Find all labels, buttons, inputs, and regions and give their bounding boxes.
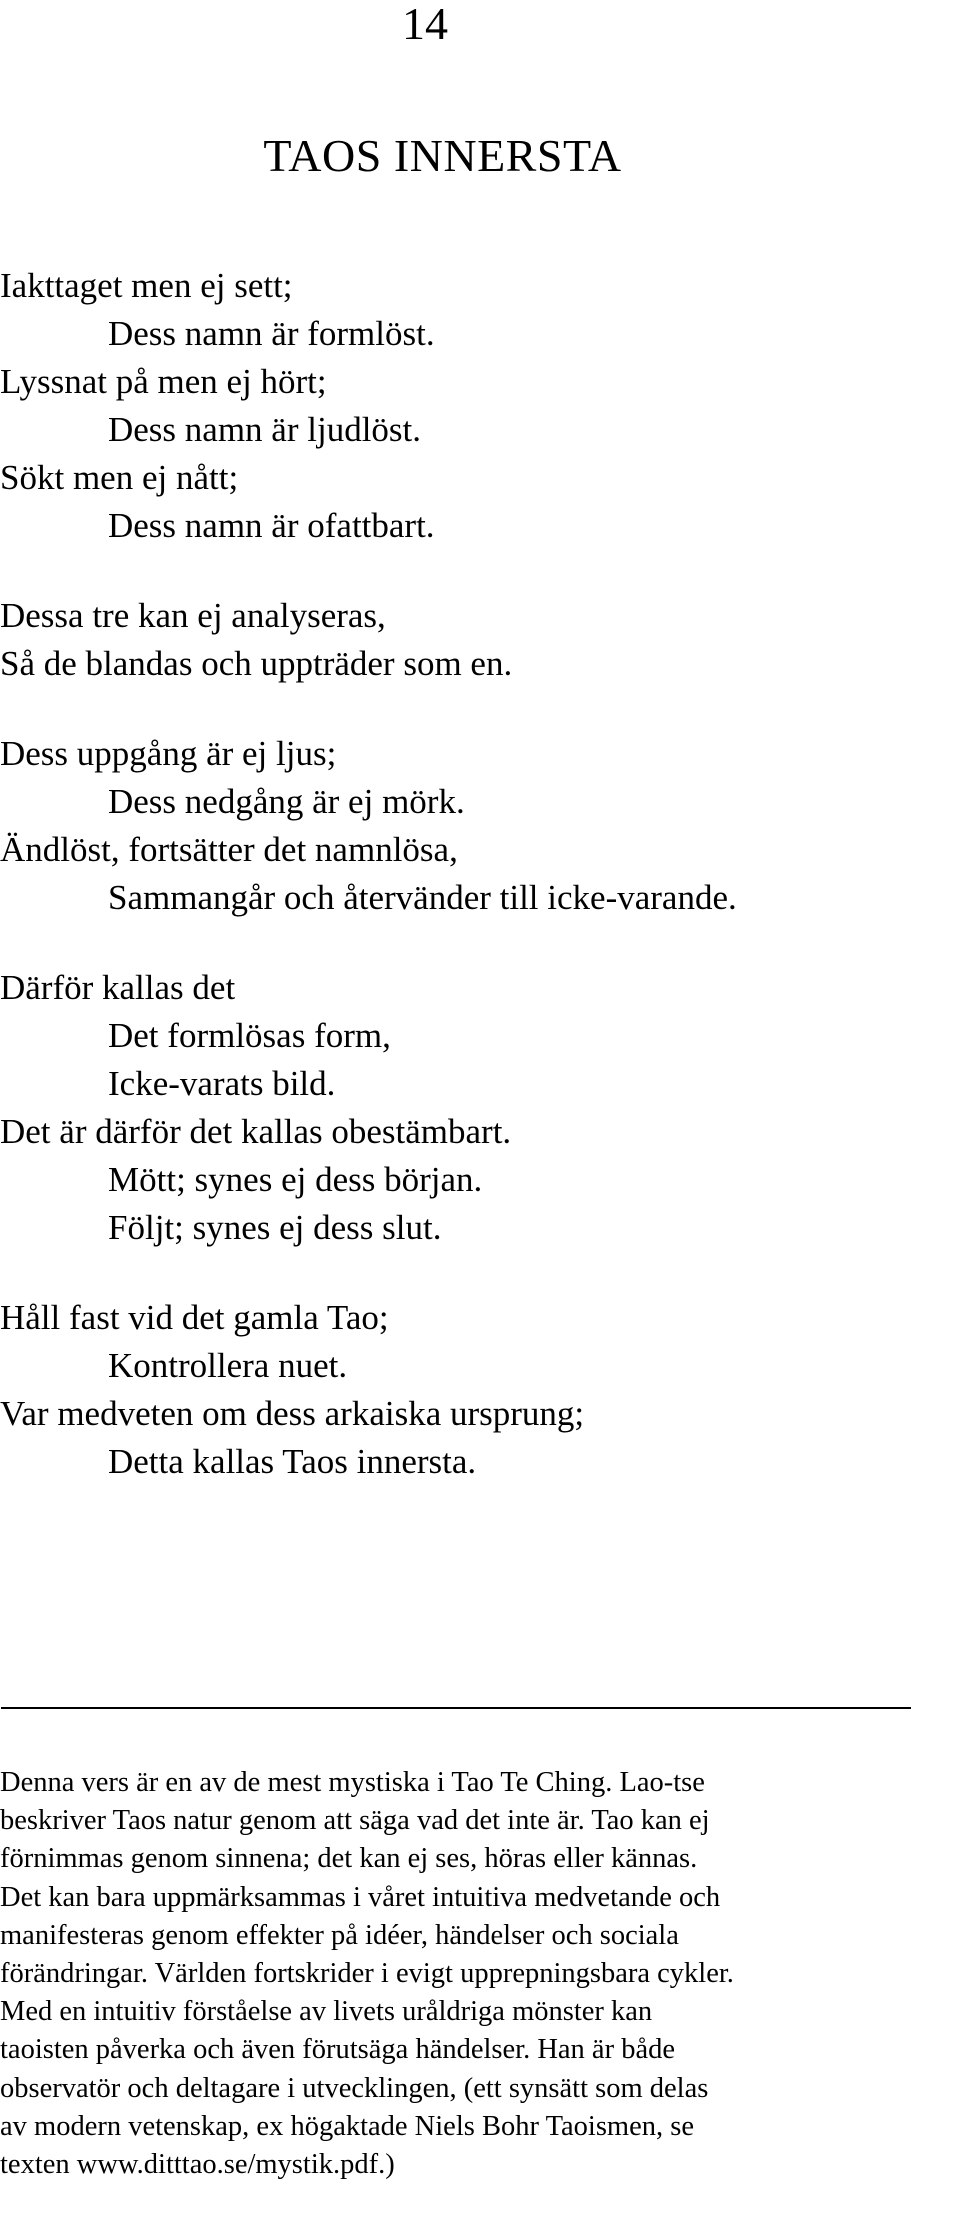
poem-line: Detta kallas Taos innersta.: [108, 1442, 477, 1481]
footnote-line: texten www.ditttao.se/mystik.pdf.): [0, 2148, 395, 2180]
footnote-line: beskriver Taos natur genom att säga vad det inte är. Tao kan ej: [0, 1805, 710, 1837]
footnote-line: förnimmas genom sinnena; det kan ej ses, höras eller kännas.: [0, 1843, 698, 1875]
poem-line: Dessa tre kan ej analyseras,: [0, 596, 386, 635]
footnote-line: observatör och deltagare i utvecklingen, (ett synsätt som delas: [0, 2072, 709, 2104]
poem-line: Ändlöst, fortsätter det namnlösa,: [0, 830, 458, 869]
poem-line: Håll fast vid det gamla Tao;: [0, 1298, 389, 1337]
poem-line: Dess namn är ofattbart.: [108, 506, 435, 545]
poem-line: Kontrollera nuet.: [108, 1346, 348, 1385]
poem-line: Icke-varats bild.: [108, 1064, 336, 1103]
stanza-gap: [0, 688, 960, 730]
poem-line: Det är därför det kallas obestämbart.: [0, 1112, 512, 1151]
poem-line: Sammangår och återvänder till icke-varande.: [108, 878, 737, 917]
poem-stanza: [0, 592, 960, 688]
poem-line: Lyssnat på men ej hört;: [0, 362, 327, 401]
poem-line: Mött; synes ej dess början.: [108, 1160, 483, 1199]
footnote-divider: [1, 1707, 911, 1709]
poem-line: Dess namn är formlöst.: [108, 314, 435, 353]
poem-line: Dess namn är ljudlöst.: [108, 410, 422, 449]
poem-line: Dess uppgång är ej ljus;: [0, 734, 337, 773]
stanza-gap: [0, 922, 960, 964]
stanza-gap: [0, 550, 960, 592]
poem-stanza: [0, 1294, 960, 1486]
poem-line: Så de blandas och uppträder som en.: [0, 644, 513, 683]
poem: [0, 262, 960, 1486]
poem-line: Följt; synes ej dess slut.: [108, 1208, 442, 1247]
footnote-line: Denna vers är en av de mest mystiska i Tao Te Ching. Lao-tse: [0, 1767, 705, 1798]
footnote-line: förändringar. Världen fortskrider i evigt upprepningsbara cykler.: [0, 1957, 734, 1989]
footnote-line: Det kan bara uppmärksammas i våret intuitiva medvetande och: [0, 1881, 721, 1913]
footnote-line: Med en intuitiv förståelse av livets uråldriga mönster kan: [0, 1996, 653, 2028]
poem-stanza: [0, 730, 960, 922]
poem-line: Sökt men ej nått;: [0, 458, 239, 497]
poem-line: Var medveten om dess arkaiska ursprung;: [0, 1394, 585, 1433]
stanza-gap: [0, 1252, 960, 1294]
poem-stanza: [0, 964, 960, 1252]
poem-stanza: [0, 262, 960, 550]
poem-line: Därför kallas det: [0, 968, 236, 1007]
poem-line: Dess nedgång är ej mörk.: [108, 782, 465, 821]
footnote-line: manifesteras genom effekter på idéer, händelser och sociala: [0, 1919, 679, 1951]
poem-line: Det formlösas form,: [108, 1016, 391, 1055]
footnote: [0, 1764, 955, 2184]
chapter-title: TAOS INNERSTA: [263, 130, 622, 181]
page-number: 14: [402, 0, 448, 49]
footnote-line: taoisten påverka och även förutsäga händelser. Han är både: [0, 2034, 675, 2066]
footnote-line: av modern vetenskap, ex högaktade Niels Bohr Taoismen, se: [0, 2110, 694, 2142]
poem-line: Iakttaget men ej sett;: [0, 266, 293, 305]
